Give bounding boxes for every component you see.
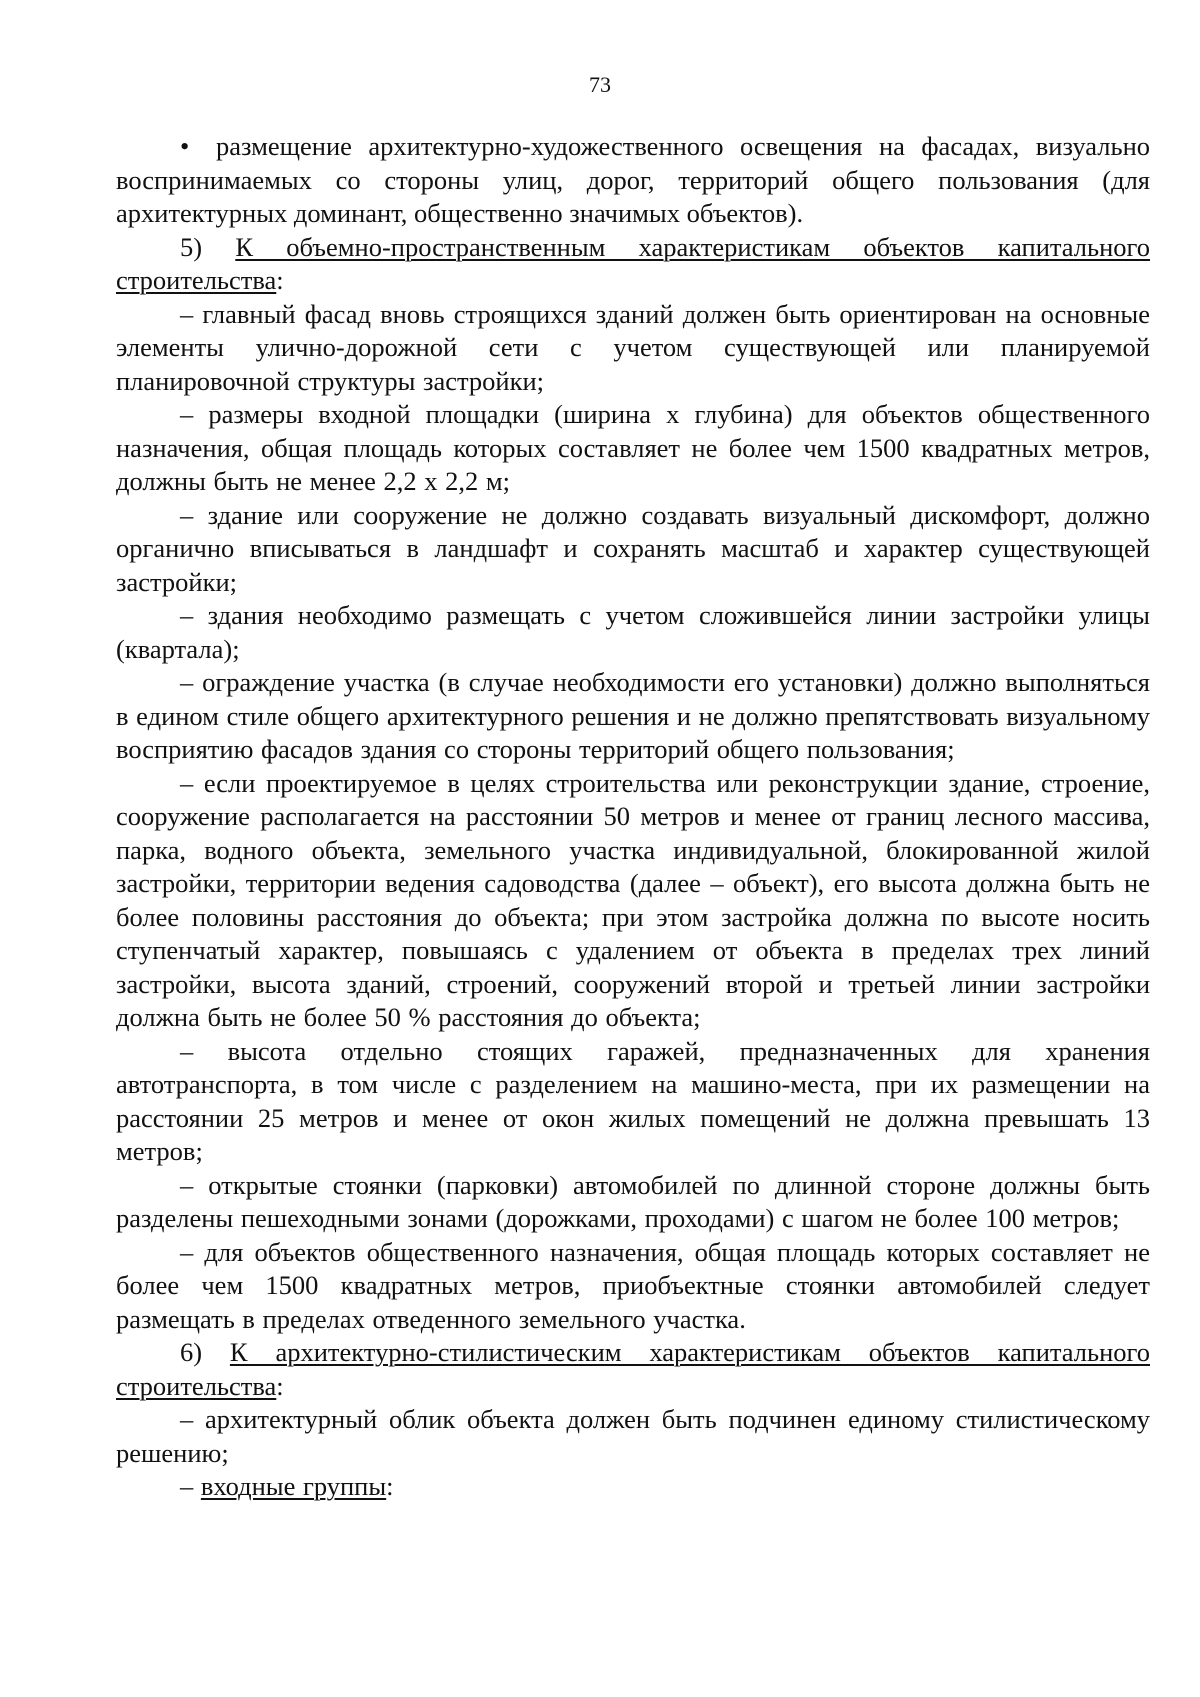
section-5-item: – если проектируемое в целях строительства или реконструкции здание, строение, сооружение располагается на расстоянии 50 метров и менее от границ лесного массива, парка, водного объекта, земельного участка индивидуальной, блокированной жилой застройки, территории ведения садоводства (далее – объект), его высота должна быть не более половины расстояния до объекта; при этом застройка должна по высоте носить ступенчатый характер, повышаясь с удалением от объекта в пределах трех линий застройки, высота зданий, строений, сооружений второй и третьей линии застройки должна быть не более 50 % расстояния до объекта; (116, 767, 1150, 1032)
section-5-item: – высота отдельно стоящих гаражей, предназначенных для хранения автотранспорта, в том числе с разделением на машино-места, при их размещении на расстоянии 25 метров и менее от окон жилых помещений не должна превышать 13 метров; (116, 1035, 1150, 1166)
section-5-item: – ограждение участка (в случае необходимости его установки) должно выполняться в едином стиле общего архитектурного решения и не должно препятствовать визуальному восприятию фасадов здания со стороны территорий общего пользования; (116, 667, 1150, 764)
section-6-title: К архитектурно-стилистическим характеристикам объектов капитального строительства (116, 1337, 1150, 1401)
document-body (116, 130, 1150, 1504)
section-6-number: 6) (180, 1337, 230, 1367)
section-5-item: – для объектов общественного назначения, общая площадь которых составляет не более чем 1500 квадратных метров, приобъектные стоянки автомобилей следует размещать в пределах отведенного земельного участка. (116, 1236, 1150, 1334)
section-6-last-item (116, 1470, 1150, 1504)
section-5-number: 5) (180, 231, 236, 262)
section-6-heading (116, 1336, 1150, 1403)
section-5-item: – главный фасад вновь строящихся зданий должен быть ориентирован на основные элементы улично-дорожной сети с учетом существующей или планируемой планировочной структуры застройки; (116, 298, 1150, 396)
section-5-title: К объемно-пространственным характеристикам объектов капитального строительства (116, 231, 1150, 295)
section-6-last-text: входные группы (200, 1471, 387, 1501)
section-5-item: – здание или сооружение не должно создавать визуальный дискомфорт, должно органично вписываться в ландшафт и сохранять масштаб и характер существующей застройки; (116, 499, 1150, 597)
section-6-colon: : (276, 1370, 284, 1401)
section-5-item: – открытые стоянки (парковки) автомобилей по длинной стороне должны быть разделены пешеходными зонами (дорожками, проходами) с шагом не более 100 метров; (116, 1169, 1150, 1233)
section-5-item: – здания необходимо размещать с учетом сложившейся линии застройки улицы (квартала); (116, 600, 1150, 664)
section-5-item: – размеры входной площадки (ширина х глубина) для объектов общественного назначения, общая площадь которых составляет не более чем 1500 квадратных метров, должны быть не менее 2,2 х 2,2 м; (116, 399, 1150, 496)
section-6-last-dash: – (180, 1471, 201, 1501)
section-5-colon: : (276, 265, 284, 295)
page-number: 73 (589, 72, 611, 97)
bullet-paragraph-text: размещение архитектурно-художественного освещения на фасадах, визуально воспринимаемых со стороны улиц, дорог, территорий общего пользования (для архитектурных доминант, общественно значимых объектов). (116, 131, 1150, 228)
bullet-icon: • (180, 131, 190, 161)
section-6-item: – архитектурный облик объекта должен быть подчинен единому стилистическому решению; (116, 1404, 1150, 1468)
section-5-heading (116, 231, 1150, 298)
bullet-paragraph (116, 130, 1150, 231)
section-6-last-colon: : (386, 1471, 394, 1501)
